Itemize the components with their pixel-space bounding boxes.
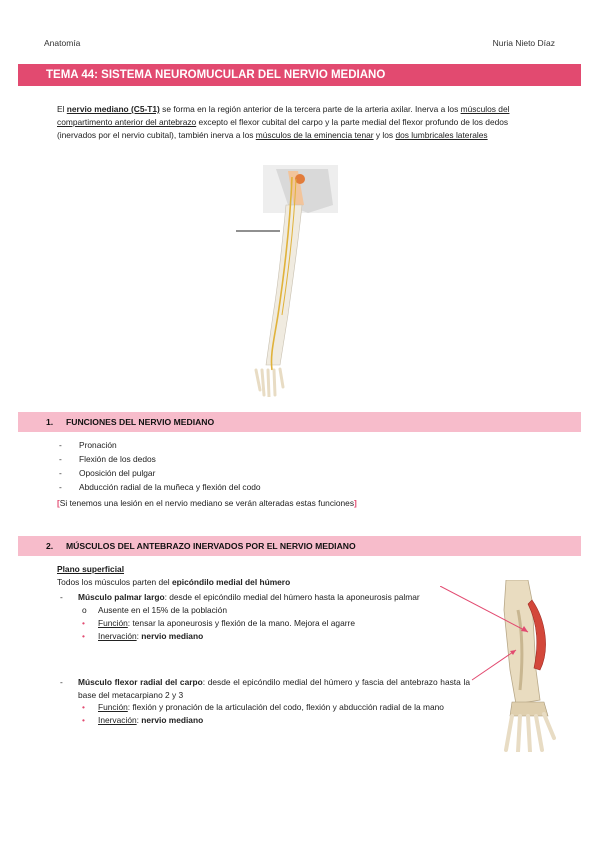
term-lumbricals: dos lumbricales laterales — [395, 130, 488, 140]
page-title: TEMA 44: SISTEMA NEUROMUCULAR DEL NERVIO MEDIANO — [18, 64, 581, 86]
list-item: o Ausente en el 15% de la población — [82, 604, 227, 615]
section-2-title: MÚSCULOS DEL ANTEBRAZO INERVADOS POR EL NERVIO MEDIANO — [66, 541, 356, 551]
pointer-arrows — [440, 586, 530, 686]
list-item: - Abducción radial de la muñeca y flexión del codo — [57, 480, 477, 494]
list-item: - Oposición del pulgar — [57, 466, 477, 480]
list-item: • Inervación: nervio mediano — [82, 715, 204, 725]
functions-list — [57, 438, 477, 494]
section-1-title: FUNCIONES DEL NERVIO MEDIANO — [66, 417, 215, 427]
term-anterior-compartment: músculos del compartimento anterior del antebrazo — [57, 104, 510, 127]
section-1-heading: 1. FUNCIONES DEL NERVIO MEDIANO — [18, 412, 581, 432]
muscle-palmar-largo: - Músculo palmar largo: desde el epicóndilo medial del húmero hasta la aponeurosis palmar o Ausente en el 15% de la población • Función: tensar la aponeurosis y flexión de la mano. Mejora el agarre • Inervación: nervio mediano — [60, 591, 470, 643]
term-thenar: músculos de la eminencia tenar — [255, 130, 374, 140]
list-item: - Flexión de los dedos — [57, 452, 477, 466]
median-nerve-arm-illustration — [228, 165, 338, 397]
lesion-note: [Si tenemos una lesión en el nervio mediano se verán alteradas estas funciones] — [57, 498, 357, 508]
section-2-heading: 2. MÚSCULOS DEL ANTEBRAZO INERVADOS POR EL NERVIO MEDIANO — [18, 536, 581, 556]
origin-statement: Todos los músculos parten del epicóndilo medial del húmero — [57, 577, 291, 587]
author-label: Nuria Nieto Díaz — [492, 38, 555, 48]
list-item: - Pronación — [57, 438, 477, 452]
page-header — [44, 38, 555, 50]
muscle-flexor-radial-carpo: - Músculo flexor radial del carpo: desde el epicóndilo medial del húmero y fascia del antebrazo hasta la base del metacarpiano 2 y 3 • Función: flexión y pronación de la articulación del codo, flexión y abducción radial de la mano • Inervación: nervio mediano — [60, 677, 470, 725]
subsection-heading: Plano superficial — [57, 564, 125, 574]
nerve-term: nervio mediano (C5-T1) — [66, 104, 160, 114]
muscle-name: Músculo palmar largo — [78, 592, 165, 602]
list-item: • Función: tensar la aponeurosis y flexión de la mano. Mejora el agarre — [82, 617, 355, 628]
muscle-name: Músculo flexor radial del carpo — [78, 677, 203, 687]
list-item: • Inervación: nervio mediano — [82, 630, 204, 641]
intro-paragraph: El nervio mediano (C5-T1) se forma en la región anterior de la tercera parte de la arteria axilar. Inerva a los músculos del compartimento anterior del antebrazo excepto el flexor cubital del carpo y la parte medial del flexor profundo de los dedos (inervados por el nervio cubital), también inerva a los músculos de la eminencia tenar y los dos lumbricales laterales — [57, 104, 510, 140]
list-item: • Función: flexión y pronación de la articulación del codo, flexión y abducción radial de la mano — [82, 702, 444, 712]
subject-label: Anatomía — [44, 38, 81, 48]
